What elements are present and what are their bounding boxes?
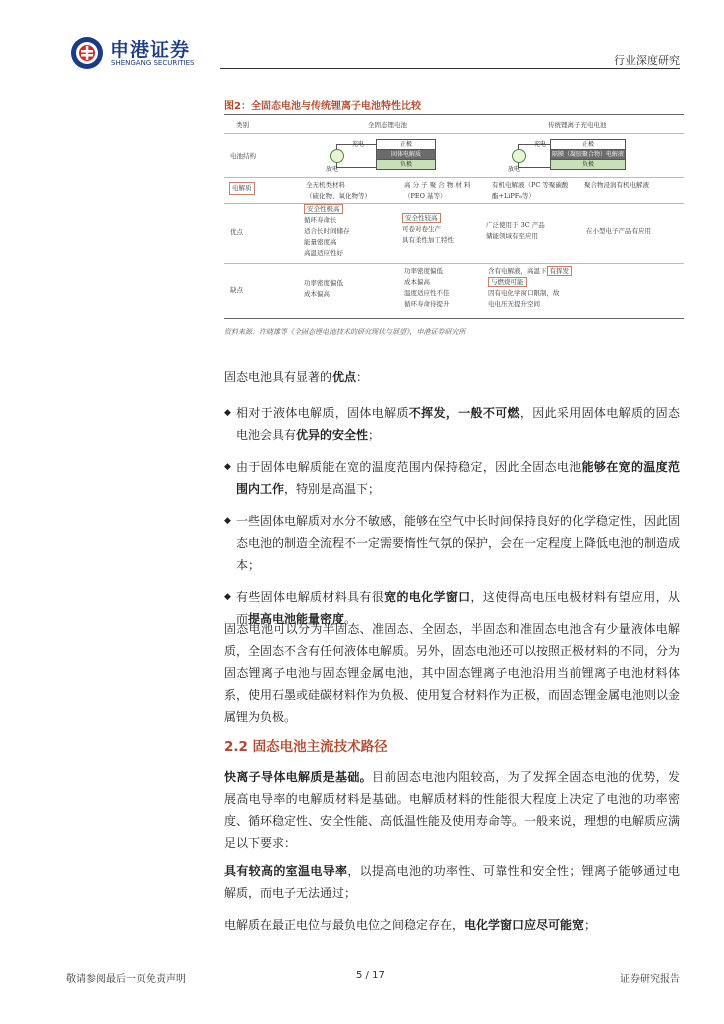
electrolyte-solid-inorganic: 全无机类材料 （硫化物、氧化物等） (306, 181, 371, 200)
brand-name-en: SHENGANG SECURITIES (111, 59, 195, 67)
light-bulb-icon (512, 149, 526, 163)
disadvantages-solid-inorganic: 功率密度偏低 成本偏高 (304, 279, 343, 298)
list-item: ◆ 由于固体电解质能在宽的温度范围内保持稳定，因此全固态电池能够在宽的温度范围内工作，特别是高温下； (224, 460, 680, 496)
report-type: 行业深度研究 (614, 54, 680, 67)
row-label-disadvantages: 缺点 (230, 286, 243, 294)
advantages-liquid-polymer: 在小型电子产品有应用 (586, 227, 651, 235)
header-divider (220, 68, 680, 69)
table-header-solid: 全固态锂电池 (368, 121, 407, 129)
brand-name: 申港证券 (110, 39, 191, 61)
disadvantages-solid-polymer: 功率密度偏低 成本偏高 温度适应性不佳 循环寿命待提升 (404, 267, 450, 308)
table-header-rule (224, 133, 684, 134)
cathode-layer: 正极 (550, 139, 626, 150)
figure-source: 资料来源：许晓雄等《全固态锂电池技术的研究现状与展望》，申港证券研究所 (224, 328, 466, 336)
table-top-rule (224, 114, 684, 115)
footer-disclaimer: 敬请参阅最后一页免责声明 (66, 974, 186, 985)
figure-title: 图2：全固态电池与传统锂离子电池特性比较 (224, 101, 421, 112)
row-label-electrolyte: 电解质 (229, 182, 255, 195)
table-header-category: 类别 (236, 121, 249, 129)
anode-layer: 负极 (376, 159, 436, 170)
advantages-list (224, 402, 680, 630)
anode-layer: 负极 (550, 159, 626, 170)
list-item: ◆ 有些固体电解质材料具有很宽的电化学窗口，这使得高电压电极材料有望应用，从而提高电池能量密度。 (224, 590, 680, 626)
advantages-intro: 固态电池具有显著的优点： (224, 370, 369, 384)
charge-label: 充电 (352, 141, 365, 148)
page-number: 5 / 17 (356, 970, 385, 981)
table-bottom-rule (224, 318, 684, 319)
advantages-solid-polymer: 安全性较高 可卷对卷生产 具有柔性加工特性 (402, 214, 454, 244)
row-rule (224, 203, 684, 204)
light-bulb-icon (330, 149, 344, 163)
advantages-solid-inorganic: 安全性极高 循环寿命长 适合长时间储存 能量密度高 高温适应性好 (304, 205, 350, 257)
row-label-advantages: 优点 (230, 228, 243, 236)
paragraph-types: 固态电池可以分为半固态、准固态、全固态，半固态和准固态电池含有少量液体电解质，全固态不含有任何液体电解质。另外，固态电池还可以按照正极材料的不同，分为固态锂离子电池与固态锂金属电池，其中固态锂离子电池沿用当前锂离子电池材料体系，使用石墨或硅碳材料作为负极、使用复合材料作为正极，而固态锂金属电池则以金属锂为负极。 (224, 622, 681, 724)
list-item: ◆ 相对于液体电解质，固体电解质不挥发，一般不可燃，因此采用固体电解质的固态电池会具有优异的安全性； (224, 406, 680, 442)
paragraph-requirement-1: 具有较高的室温电导率，以提高电池的功率性、可靠性和安全性；锂离子能够通过电解质，而电子无法通过； (224, 864, 680, 900)
table-header-liquid: 传统锂离子充电电池 (548, 121, 607, 129)
electrolyte-liquid-organic: 有机电解液（PC 等聚碳酸 酯+LiPF₆等） (492, 181, 569, 200)
solid-battery-diagram (326, 136, 470, 176)
electrolyte-liquid-polymer: 聚合物浸润有机电解液 (584, 181, 649, 189)
row-rule (224, 263, 684, 264)
cathode-layer: 正极 (376, 139, 436, 150)
brand-logo-icon (70, 36, 104, 70)
separator-electrolyte-layer: 隔膜（凝胶聚合物）电解液 (551, 151, 624, 158)
liquid-battery-diagram (508, 136, 662, 176)
paragraph-electrolyte-basis: 快离子导体电解质是基础。目前固态电池内阻较高，为了发挥全固态电池的优势，发展高电导率的电解质材料是基础。电解质材料的性能很大程度上决定了电池的功率密度、循环稳定性、安全性能、高低温性能及使用寿命等。一般来说，理想的电解质应满足以下要求： (224, 770, 681, 850)
paragraph-requirement-2: 电解质在最正电位与最负电位之间稳定存在，电化学窗口应尽可能宽； (224, 918, 597, 932)
row-rule (224, 177, 684, 178)
advantages-liquid-organic: 广泛使用于 3C 产品 储能领域有至应用 (486, 221, 545, 240)
row-label-structure: 电池结构 (230, 152, 256, 160)
disadvantages-liquid-organic: 含有电解液，高温下 有挥发 与燃烧可能 因有电化学窗口限制，故 电电压无提升空间 (488, 266, 572, 310)
discharge-label: 放电 (326, 166, 339, 173)
section-title: 2.2 固态电池主流技术路径 (224, 739, 388, 755)
list-item: ◆ 一些固体电解质对水分不敏感，能够在空气中长时间保持良好的化学稳定性，因此固态电池的制造全流程不一定需要惰性气氛的保护，会在一定程度上降低电池的制造成本； (224, 514, 681, 572)
electrolyte-solid-polymer: 高 分 子 聚 合 物 材 料 （PEO 基等） (404, 181, 471, 200)
footer-report-type: 证券研究报告 (620, 974, 680, 985)
electrolyte-layer: 固体电解质 (376, 149, 436, 160)
discharge-label: 放电 (508, 166, 521, 173)
charge-label: 充电 (534, 141, 547, 148)
